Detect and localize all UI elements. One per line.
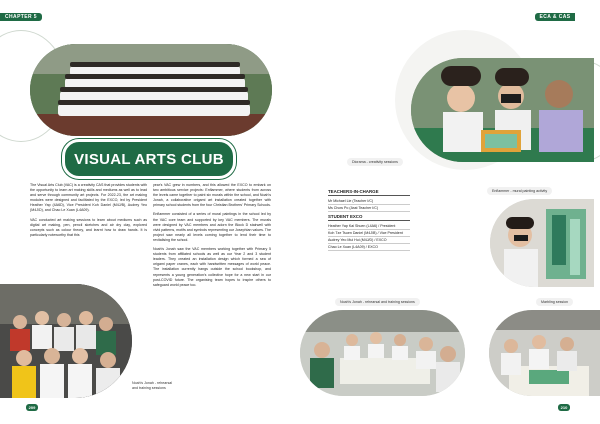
teachers-section bbox=[328, 189, 410, 212]
diorama-photo bbox=[411, 58, 594, 162]
page-title: VISUAL ARTS CLUB bbox=[74, 150, 224, 168]
teachers-heading: TEACHERS-IN-CHARGE bbox=[328, 189, 379, 194]
workshop-image bbox=[300, 310, 465, 396]
group-photo-image bbox=[30, 44, 272, 136]
marbling-photo bbox=[489, 310, 600, 396]
caption-marbling bbox=[536, 298, 573, 306]
teacher-item: Ms Chow Po (Asst Teacher I/C) bbox=[328, 205, 410, 212]
caption-text: Enflammer - mural painting activity bbox=[492, 189, 548, 193]
exco-heading: STUDENT EXCO bbox=[328, 214, 363, 219]
paragraph: Noah's Jonah saw the VAC members working together with Primary 5 students from affiliated schools as well as our Year 2 and 3 student leaders. They created an installation design which formed a sea of origami paper cranes, each with handwritten messages of world peace. The installation currently hangs outside the school bookshop, and represents a young generation's collective hope for a new start in our post-COVID future. The organising team hopes to inspire others to safeguard world peace too. bbox=[153, 247, 271, 287]
caption-diorama bbox=[347, 158, 403, 166]
paragraph: year's VAC grew in numbers, and this allowed the EXCO to embark on two ambitious service projects: Enflammer, where students from across the levels came together to paint six murals within the school, and Noah's Jonah, a collaborative origami art installation created together with primary school students from the four Christian Brothers' Primary Schools. bbox=[153, 183, 271, 208]
chapter-tag bbox=[0, 13, 42, 21]
exco-item: Chao Le Xuan (L4A09) / EXCO bbox=[328, 244, 410, 251]
caption-text: Diorama - creativity sessions bbox=[352, 160, 398, 164]
noahs-jonah-photo-left bbox=[0, 284, 132, 398]
caption-noahs-left bbox=[132, 381, 178, 390]
exco-item: Audrey Yeo Mui Hui (M4J/D) / EXCO bbox=[328, 237, 410, 244]
mural-image bbox=[490, 199, 594, 287]
group-photo bbox=[30, 44, 272, 136]
marbling-image bbox=[489, 310, 600, 396]
body-column-1 bbox=[30, 183, 147, 242]
page-number-text: 209 bbox=[28, 405, 36, 410]
section-tag bbox=[535, 13, 575, 21]
paragraph: Enflammer consisted of a series of mural paintings in the school led by the VAC core team and supported by key VAC members. The murals were designed by VAC members and adorn the Block D stairwell with vivid patterns, motifs and symbols representing our Josephian values. The project saw nearly all levels coming together to lend their time to revitalising the school. bbox=[153, 212, 271, 242]
section-tag-label: ECA & CAS bbox=[539, 14, 571, 20]
students-photo bbox=[0, 284, 132, 398]
diorama-image bbox=[411, 58, 594, 162]
paragraph: VAC conducted art making sessions to learn about mediums such as digital art making, pen, pencil sketches and air dry clay, explored concepts such as colour theory, and learnt how to draw hands. It is particularly noteworthy that this bbox=[30, 217, 147, 237]
caption-noahs-right bbox=[335, 298, 420, 306]
enflammer-photo bbox=[490, 199, 594, 287]
body-column-2 bbox=[153, 183, 271, 292]
page-number-right bbox=[558, 404, 570, 411]
exco-item: Koh Tze Tsuen Daniel (M4J/B) / Vice President bbox=[328, 230, 410, 237]
caption-enflammer bbox=[487, 187, 552, 195]
chapter-tag-label: CHAPTER 5 bbox=[5, 14, 37, 20]
caption-text: Noah's Jonah - rehearsal and training sessions bbox=[340, 300, 415, 304]
page-number-text: 210 bbox=[560, 405, 568, 410]
divider bbox=[328, 220, 410, 221]
page-number-left bbox=[26, 404, 38, 411]
exco-item: Heather Yap Kai Shuen (L4A6) / President bbox=[328, 223, 410, 230]
caption-text: Noah's Jonah - rehearsal and training sessions bbox=[132, 381, 173, 390]
caption-text: Marbling session bbox=[541, 300, 568, 304]
title-banner bbox=[62, 139, 236, 179]
teacher-item: Mr Michael Lie (Teacher I/C) bbox=[328, 198, 410, 205]
exco-section bbox=[328, 214, 410, 251]
paragraph: The Visual Arts Club (VAC) is a creativity CAS that provides students with the opportunity to learn art making skills and mediums as well as to lead and serve through community art projects. For 2022-23, the art making modules were designed and facilitated by the EXCO, led by President Heather Yap (4A6D), Vice President Koh Daniel (M4J/B), Audrey Yeo (M4J/D), and Chao Le Xuan (L4A09). bbox=[30, 183, 147, 213]
noahs-jonah-photo-right bbox=[300, 310, 465, 396]
divider bbox=[328, 195, 410, 196]
